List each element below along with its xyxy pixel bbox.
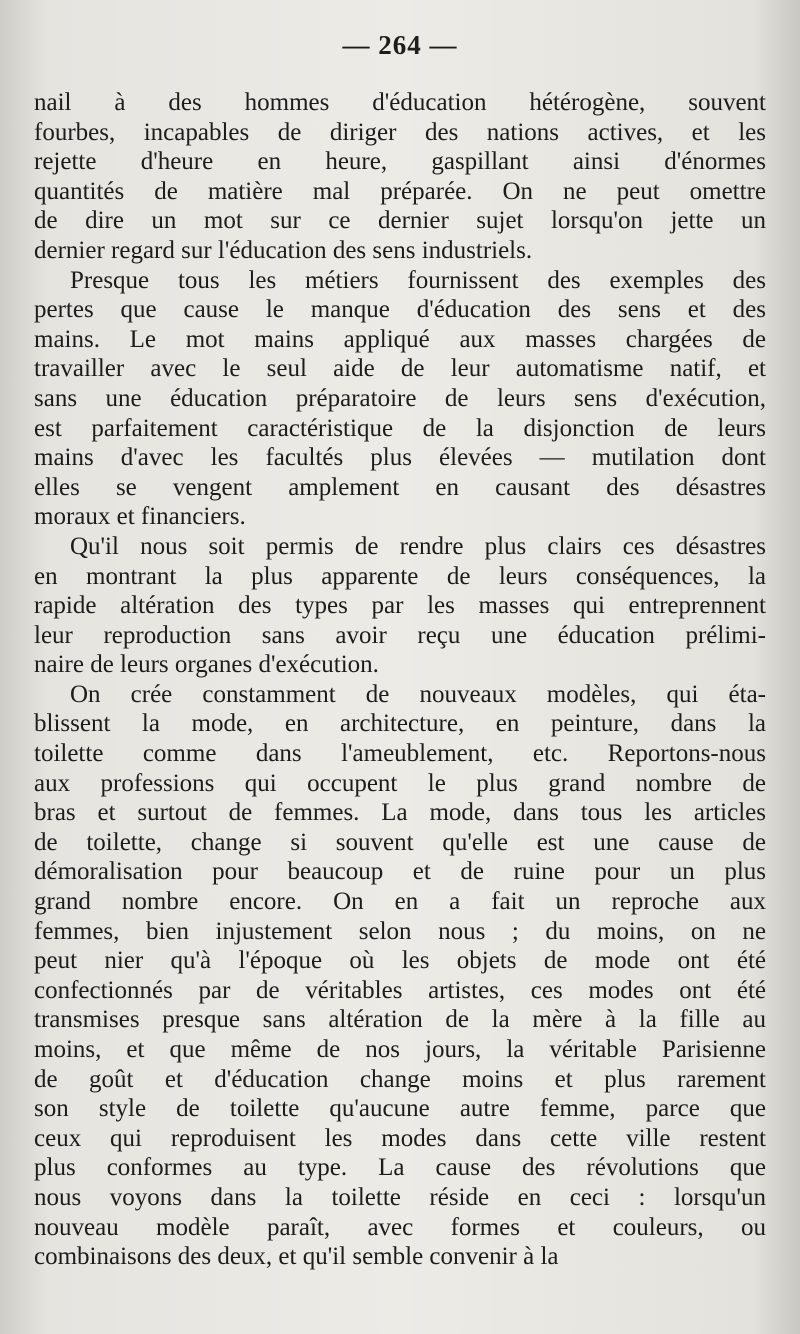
text-line: travailler avec le seul aide de leur automatisme natif, et — [34, 355, 766, 383]
text-line: femmes, bien injustement selon nous ; du moins, on ne — [34, 917, 766, 945]
text-line: mains. Le mot mains appliqué aux masses chargées de — [34, 325, 766, 353]
text-line: son style de toilette qu'aucune autre femme, parce que — [34, 1095, 766, 1123]
text-line: leur reproduction sans avoir reçu une éducation prélimi- — [34, 621, 766, 649]
text-line: aux professions qui occupent le plus grand nombre de — [34, 769, 766, 797]
paragraph — [34, 532, 766, 680]
text-line: elles se vengent amplement en causant des désastres — [34, 473, 766, 501]
text-line: On crée constamment de nouveaux modèles, qui éta- — [70, 680, 766, 708]
page-number: — 264 — — [342, 30, 458, 60]
text-line: nous voyons dans la toilette réside en ceci : lorsqu'un — [34, 1183, 766, 1211]
text-line: combinaisons des deux, et qu'il semble convenir à la — [34, 1243, 559, 1271]
text-line: de toilette, change si souvent qu'elle est une cause de — [34, 828, 766, 856]
text-line: est parfaitement caractéristique de la disjonction de leurs — [34, 414, 766, 442]
text-line: transmises presque sans altération de la mère à la fille au — [34, 1006, 766, 1034]
text-line: nouveau modèle paraît, avec formes et couleurs, ou — [34, 1213, 766, 1241]
text-line: toilette comme dans l'ameublement, etc. Reportons-nous — [34, 740, 766, 768]
text-line: plus conformes au type. La cause des révolutions que — [34, 1154, 766, 1182]
text-line: de dire un mot sur ce dernier sujet lorsqu'on jette un — [34, 207, 766, 235]
paragraph — [34, 680, 766, 1272]
text-line: rapide altération des types par les masses qui entreprennent — [34, 592, 766, 620]
text-line: mains d'avec les facultés plus élevées — mutilation dont — [34, 444, 766, 472]
text-line: moins, et que même de nos jours, la véritable Parisienne — [34, 1036, 766, 1063]
text-line: en montrant la plus apparente de leurs conséquences, la — [34, 562, 766, 590]
text-line: bras et surtout de femmes. La mode, dans tous les articles — [34, 799, 766, 827]
text-line: sans une éducation préparatoire de leurs sens d'exécution, — [34, 384, 766, 412]
text-line: pertes que cause le manque d'éducation des sens et des — [34, 296, 766, 324]
paragraph — [34, 266, 766, 532]
text-line: Presque tous les métiers fournissent des exemples des — [70, 266, 766, 294]
text-line: peut nier qu'à l'époque où les objets de mode ont été — [34, 947, 766, 975]
text-line: rejette d'heure en heure, gaspillant ainsi d'énormes — [34, 148, 766, 176]
text-line: grand nombre encore. On en a fait un reproche aux — [34, 888, 766, 916]
text-line: dernier regard sur l'éducation des sens industriels. — [34, 236, 533, 264]
paragraph — [34, 88, 766, 266]
text-line: nail à des hommes d'éducation hétérogène, souvent — [34, 89, 766, 116]
text-line: ceux qui reproduisent les modes dans cette ville restent — [34, 1124, 766, 1152]
text-line: fourbes, incapables de diriger des nations actives, et les — [34, 118, 766, 146]
text-line: naire de leurs organes d'exécution. — [34, 651, 379, 679]
text-line: de goût et d'éducation change moins et plus rarement — [34, 1065, 766, 1093]
text-line: démoralisation pour beaucoup et de ruine pour un plus — [34, 858, 766, 886]
text-line: blissent la mode, en architecture, en peinture, dans la — [34, 710, 766, 738]
text-line: quantités de matière mal préparée. On ne peut omettre — [34, 177, 766, 205]
text-line: confectionnés par de véritables artistes, ces modes ont été — [34, 976, 766, 1004]
body-text — [34, 88, 766, 1272]
text-line: moraux et financiers. — [34, 503, 246, 531]
text-line: Qu'il nous soit permis de rendre plus clairs ces désastres — [70, 532, 766, 560]
